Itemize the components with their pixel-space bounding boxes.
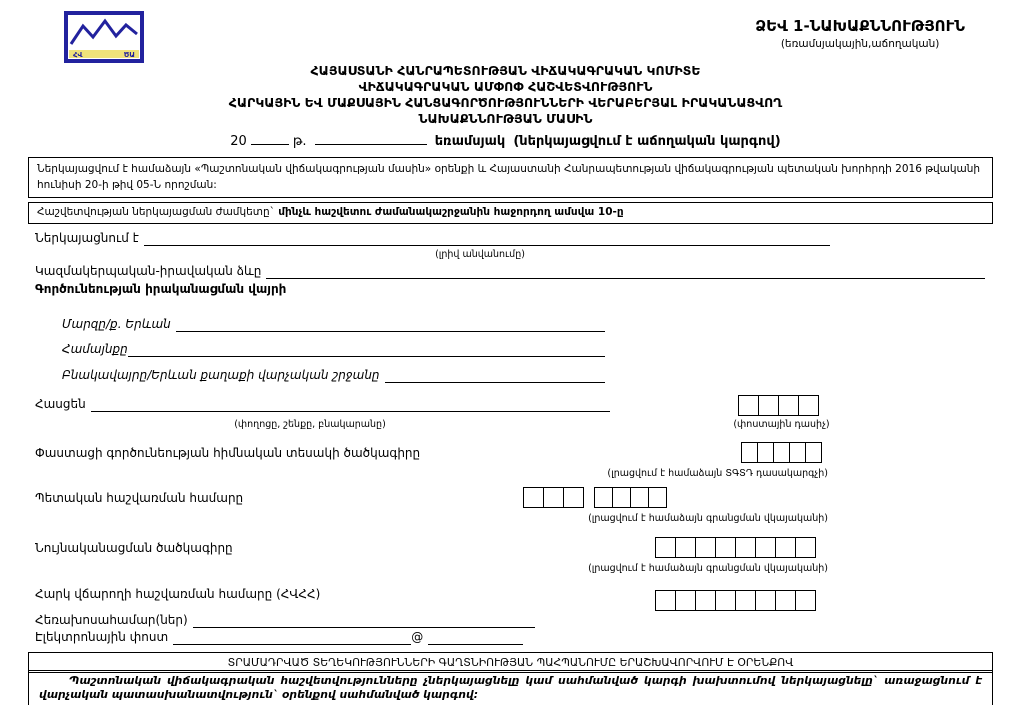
- logo-letters: [64, 51, 144, 59]
- code-cell[interactable]: [523, 487, 544, 508]
- deadline-notice: [28, 202, 993, 224]
- code-cell[interactable]: [773, 442, 790, 463]
- at-symbol: @: [411, 630, 424, 644]
- presenter-fill-line[interactable]: [144, 232, 830, 246]
- confidentiality-notice: ՏՐԱՄԱԴՐՎԱԾ ՏԵՂԵԿՈՒԹՅՈՒՆՆԵՐԻ ԳԱՂՏՆԻՈՒԹՅԱՆ ՊԱՀՊԱՆՈՒՄԸ ԵՐԱՇԽԱՎՈՐՎՈՒՄ Է ՕՐԵՆՔՈՎ: [28, 652, 993, 673]
- code-cell[interactable]: [795, 537, 816, 558]
- code-cell[interactable]: [775, 590, 796, 611]
- code-cell[interactable]: [715, 537, 736, 558]
- settlement-row: [62, 368, 605, 383]
- region-row: [62, 317, 605, 332]
- cumulative-note: (ներկայացվում է աճողական կարգով): [513, 134, 781, 149]
- address-hint: (փողոցը, շենքը, բնակարանը): [234, 419, 386, 430]
- org-line-1: ՀԱՅԱՍՏԱՆԻ ՀԱՆՐԱՊԵՏՈՒԹՅԱՆ ՎԻՃԱԿԱԳՐԱԿԱՆ ԿՈՄԻՏԵ: [310, 63, 701, 78]
- presenter-hint: (լրիվ անվանումը): [435, 249, 525, 260]
- tin-boxes: [655, 590, 816, 611]
- email-row: [35, 630, 535, 645]
- form-code-block: [755, 17, 965, 50]
- presenter-label: Ներկայացնում է: [35, 231, 139, 245]
- region-label: Մարզը/ք. Երևան: [62, 317, 171, 331]
- id-code-hint: (լրացվում է համաձայն գրանցման վկայականի): [588, 563, 828, 574]
- code-cell[interactable]: [789, 442, 806, 463]
- activity-code-hint: (լրացվում է համաձայն ՏԳՏԴ դասակարգչի): [607, 468, 828, 479]
- quarter-fill-line[interactable]: [315, 132, 427, 145]
- logo-letter-left: ՀՎ: [73, 51, 83, 59]
- code-cell[interactable]: [755, 590, 776, 611]
- year-prefix: 20: [230, 134, 247, 149]
- community-label: Համայնքը: [62, 342, 128, 356]
- code-cell[interactable]: [675, 537, 696, 558]
- armstat-logo: [64, 11, 144, 63]
- settlement-fill-line[interactable]: [385, 369, 605, 383]
- presenter-row: [35, 231, 830, 246]
- activity-code-boxes: [741, 442, 822, 463]
- org-line-2: ՎԻՃԱԿԱԳՐԱԿԱՆ ԱՄՓՈՓ ՀԱՇՎԵՏՎՈՒԹՅՈՒՆ: [358, 79, 653, 94]
- id-code-boxes: [655, 537, 816, 558]
- code-cell[interactable]: [543, 487, 564, 508]
- legal-basis-notice: Ներկայացվում է համաձայն «Պաշտոնական վիճակագրության մասին» օրենքի և Հայաստանի Հանրապետության վիճակագրության պետական խորհրդի 2016 թվականի հունիսի 20-ի թիվ 05-Ն որոշման:: [28, 157, 993, 198]
- code-cell[interactable]: [805, 442, 822, 463]
- email-label: Էլեկտրոնային փոստ: [35, 630, 169, 644]
- code-cell[interactable]: [755, 537, 776, 558]
- quarter-label: եռամսյակ: [434, 134, 506, 149]
- code-cell[interactable]: [795, 590, 816, 611]
- year-suffix: թ.: [292, 134, 307, 149]
- code-cell[interactable]: [757, 442, 774, 463]
- address-fill-line[interactable]: [91, 398, 610, 412]
- org-line-3: ՀԱՐԿԱՅԻՆ ԵՎ ՄԱՔՍԱՅԻՆ ՀԱՆՑԱԳՈՐԾՈՒԹՅՈՒՆՆԵՐԻ ՎԵՐԱԲԵՐՅԱԼ ԻՐԱԿԱՆԱՑՎՈՂ: [228, 95, 783, 110]
- state-reg-hint: (լրացվում է համաձայն գրանցման վկայականի): [588, 513, 828, 524]
- code-cell[interactable]: [630, 487, 649, 508]
- legal-form-row: [35, 264, 985, 279]
- activity-location-heading: Գործունեության իրականացման վայրի: [35, 282, 287, 296]
- code-cell[interactable]: [695, 590, 716, 611]
- code-cell[interactable]: [775, 537, 796, 558]
- period-line: [0, 132, 1011, 149]
- code-cell[interactable]: [563, 487, 584, 508]
- code-cell[interactable]: [735, 537, 756, 558]
- id-code-label: Նույնականացման ծածկագիրը: [35, 541, 233, 555]
- state-reg-label: Պետական հաշվառման համարը: [35, 491, 244, 505]
- postal-code-hint: (փոստային դասիչ): [733, 419, 830, 430]
- code-cell[interactable]: [648, 487, 667, 508]
- code-cell[interactable]: [715, 590, 736, 611]
- code-cell[interactable]: [655, 590, 676, 611]
- code-cell[interactable]: [778, 395, 799, 416]
- postal-code-boxes: [738, 395, 819, 416]
- code-cell[interactable]: [741, 442, 758, 463]
- code-cell[interactable]: [758, 395, 779, 416]
- tin-label: Հարկ վճարողի հաշվառման համարը (ՀՎՀՀ): [35, 587, 321, 601]
- liability-notice: Պաշտոնական վիճակագրական հաշվետվությունները չներկայացնելը կամ սահմանված կարգի խախտումով ներկայացնելը` առաջացնում է վարչական պատասխանատվություն` օրենքով սահմանված կարգով:: [28, 670, 993, 705]
- code-cell[interactable]: [655, 537, 676, 558]
- legal-form-label: Կազմակերպական-իրավական ձևը: [35, 264, 262, 278]
- region-fill-line[interactable]: [176, 318, 605, 332]
- legal-form-fill-line[interactable]: [266, 265, 985, 279]
- logo-letter-right: ԾԱ: [123, 51, 135, 59]
- code-cell[interactable]: [594, 487, 613, 508]
- year-fill-line[interactable]: [251, 132, 289, 145]
- state-reg-boxes-group2: [594, 487, 667, 508]
- community-row: [62, 342, 605, 357]
- code-cell[interactable]: [798, 395, 819, 416]
- form-title: ՁԵՎ 1-ՆԱԽԱՔՆՆՈՒԹՅՈՒՆ: [755, 17, 965, 35]
- community-fill-line[interactable]: [128, 343, 605, 357]
- deadline-value: մինչև հաշվետու ժամանակաշրջանին հաջորդող ամսվա 10-ը: [278, 206, 624, 218]
- email-fill-line-1[interactable]: [173, 631, 411, 645]
- header-org-lines: [0, 63, 1011, 127]
- address-label: Հասցեն: [35, 397, 86, 411]
- address-row: [35, 397, 610, 412]
- org-line-4: ՆԱԽԱՔՆՆՈՒԹՅԱՆ ՄԱՍԻՆ: [418, 111, 593, 126]
- activity-code-label: Փաստացի գործունեության հիմնական տեսակի ծածկագիրը: [35, 446, 421, 460]
- code-cell[interactable]: [675, 590, 696, 611]
- phone-label: Հեռախոսահամար(ներ): [35, 613, 188, 627]
- code-cell[interactable]: [735, 590, 756, 611]
- settlement-label: Բնակավայրը/Երևան քաղաքի վարչական շրջանը: [62, 368, 380, 382]
- code-cell[interactable]: [738, 395, 759, 416]
- state-reg-boxes-group1: [523, 487, 584, 508]
- code-cell[interactable]: [695, 537, 716, 558]
- phone-row: [35, 613, 535, 628]
- code-cell[interactable]: [612, 487, 631, 508]
- deadline-label: Հաշվետվության ներկայացման ժամկետը`: [37, 206, 275, 218]
- form-subtitle: (եռամսյակային,աճողական): [780, 38, 940, 50]
- email-fill-line-2[interactable]: [428, 631, 523, 645]
- phone-fill-line[interactable]: [193, 614, 535, 628]
